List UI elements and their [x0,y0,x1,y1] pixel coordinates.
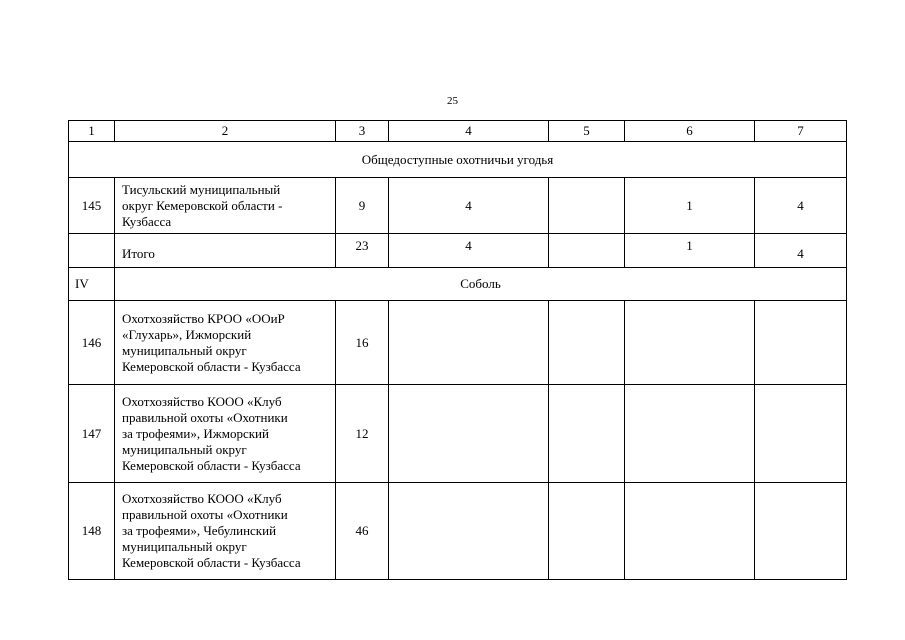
section-title: Соболь [115,268,847,301]
row-number: 147 [69,385,115,483]
cell-col7 [755,301,847,385]
row-name-line: Охотхозяйство КООО «Клуб [122,393,282,409]
cell-col5 [549,385,625,483]
cell-col5 [549,178,625,234]
cell-col3: 16 [336,301,389,385]
row-name [115,483,336,580]
data-table [68,120,847,580]
row-name-line: Охотхозяйство КРОО «ООиР [122,310,285,326]
section-title: Общедоступные охотничьи угодья [69,142,847,178]
cell-col5 [549,483,625,580]
table-row [69,301,847,385]
cell-col4 [389,483,549,580]
row-name-line: Кемеровской области - Кузбасса [122,358,301,374]
row-name-line: «Глухарь», Ижморский [122,326,252,342]
row-name-line: за трофеями», Чебулинский [122,523,277,538]
cell-col7 [755,483,847,580]
row-number: 145 [69,178,115,234]
row-number: 146 [69,301,115,385]
row-number: 148 [69,483,115,580]
row-name-line: правильной охоты «Охотники [122,409,288,425]
row-name [115,178,336,234]
table-row [69,385,847,483]
table-row [69,483,847,580]
page-number: 25 [447,95,458,107]
column-number: 4 [389,121,549,142]
row-name-line: Тисульский муниципальный [122,181,281,197]
cell-col4: 4 [389,178,549,234]
cell-col7: 4 [755,178,847,234]
cell-col7: 4 [755,234,847,268]
cell-col6 [625,301,755,385]
cell-col6 [625,483,755,580]
cell-col3: 9 [336,178,389,234]
cell-col6: 1 [625,234,755,268]
column-number-row [69,121,847,142]
row-name-line: за трофеями», Ижморский [122,425,269,441]
row-name-line: Кемеровской области - Кузбасса [122,457,301,473]
cell-col6 [625,385,755,483]
section-row-public [69,142,847,178]
cell-col6: 1 [625,178,755,234]
section-roman-number: IV [69,268,115,301]
row-name-line: Кемеровской области - Кузбасса [122,555,301,570]
column-number: 1 [69,121,115,142]
row-name [115,301,336,385]
table-row [69,178,847,234]
row-name-line: Охотхозяйство КООО «Клуб [122,491,282,506]
cell-col7 [755,385,847,483]
row-name [115,385,336,483]
cell-col4: 4 [389,234,549,268]
total-row [69,234,847,268]
row-name-line: округ Кемеровской области - [122,197,283,213]
cell-col3: 12 [336,385,389,483]
cell-col3: 46 [336,483,389,580]
column-number: 7 [755,121,847,142]
cell-col4 [389,301,549,385]
cell-col5 [549,301,625,385]
cell-col4 [389,385,549,483]
row-name-line: Кузбасса [122,213,172,229]
cell-col3: 23 [336,234,389,268]
row-name-line: муниципальный округ [122,539,247,554]
column-number: 2 [115,121,336,142]
cell-col5 [549,234,625,268]
column-number: 3 [336,121,389,142]
section-row-sable [69,268,847,301]
column-number: 6 [625,121,755,142]
row-name-line: муниципальный округ [122,342,247,358]
row-name-line: муниципальный округ [122,441,247,457]
row-name: Итого [115,234,336,268]
row-number [69,234,115,268]
column-number: 5 [549,121,625,142]
row-name-line: правильной охоты «Охотники [122,507,288,522]
